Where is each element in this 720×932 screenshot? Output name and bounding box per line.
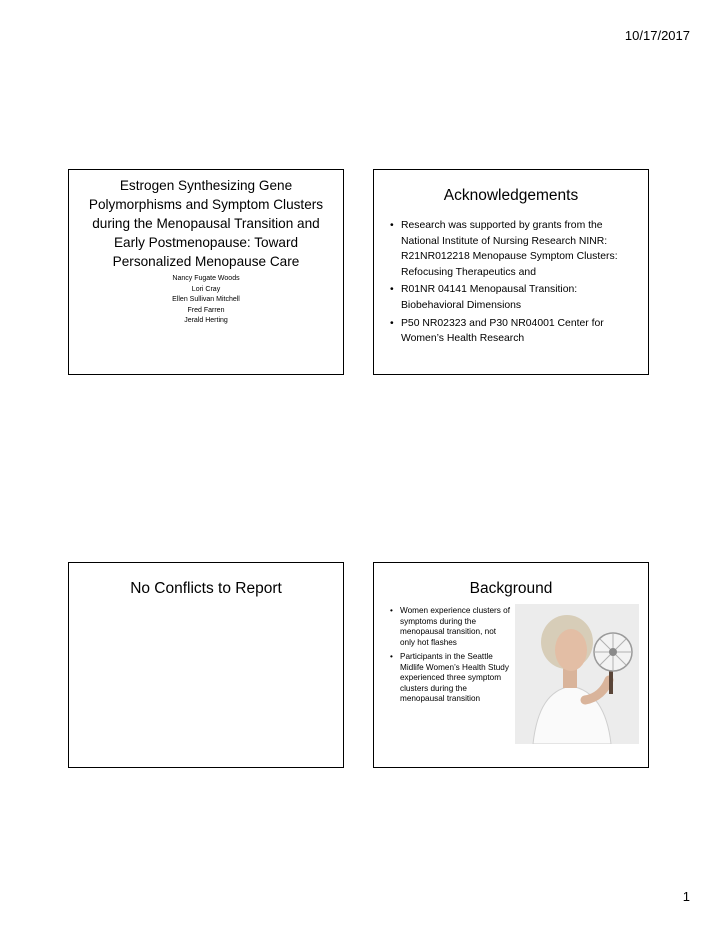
header-date: 10/17/2017 xyxy=(624,28,690,43)
woman-with-fan-icon xyxy=(515,604,639,744)
slide-acknowledgements xyxy=(373,169,649,375)
slide-conflicts xyxy=(68,562,344,768)
author-name: Nancy Fugate Woods xyxy=(172,275,240,282)
acknowledgement-item: • R01NR 04141 Menopausal Transition: Biobehavioral Dimensions xyxy=(390,282,640,313)
author-name: Fred Farren xyxy=(187,306,225,314)
slide-title xyxy=(68,169,344,375)
background-item: • Participants in the Seattle Midlife Women’s Health Study experienced three symptom clusters during the menopausal transition xyxy=(390,652,512,705)
background-list xyxy=(390,606,512,709)
woman-with-fan-photo xyxy=(515,604,639,744)
page-number: 1 xyxy=(682,889,690,904)
author-name: Lori Cray xyxy=(191,285,221,293)
author-name: Jerald Herting xyxy=(184,317,228,324)
acknowledgements-list xyxy=(390,218,640,347)
background-heading: Background xyxy=(469,580,553,597)
conflicts-heading: No Conflicts to Report xyxy=(130,580,282,597)
author-name: Ellen Sullivan Mitchell xyxy=(172,296,240,303)
background-item: • Women experience clusters of symptoms during the menopausal transition, not only hot flashes xyxy=(390,606,512,648)
acknowledgements-heading: Acknowledgements xyxy=(443,187,579,204)
acknowledgement-item: • P50 NR02323 and P30 NR04001 Center for Women’s Health Research xyxy=(390,316,640,347)
author-list xyxy=(69,274,343,327)
slide-title-heading: Estrogen Synthesizing Gene Polymorphisms and Symptom Clusters during the Menopausal Transition and Early Postmenopause: Toward Personalized Menopause Care xyxy=(88,178,324,269)
acknowledgement-item: • Research was supported by grants from the National Institute of Nursing Research NINR: R21NR012218 Menopause Symptom Clusters: Refocusing Therapeutics and xyxy=(390,218,640,280)
slide-background xyxy=(373,562,649,768)
